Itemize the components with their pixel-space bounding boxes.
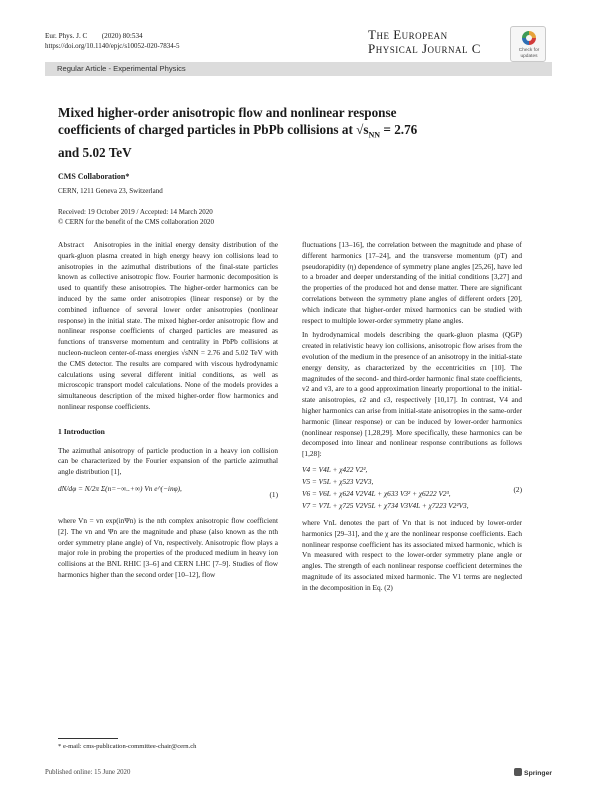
right-column: [302, 240, 522, 598]
footnote-email[interactable]: * e-mail: cms-publication-committee-chair@cern.ch: [58, 743, 197, 750]
article-category-bar: [45, 62, 552, 76]
equation-2-line-1: V4 = V4L + χ422 V2²,: [302, 464, 368, 474]
page-footer: [45, 769, 552, 776]
title-line1: Mixed higher-order anisotropic flow and nonlinear response: [58, 105, 397, 120]
title-line2-text: coefficients of charged particles in PbPb collisions at: [58, 122, 357, 137]
check-for-updates-button[interactable]: [510, 26, 546, 62]
right-paragraph-2: In hydrodynamical models describing the quark-gluon plasma (QGP) created in relativistic heavy ion collisions, anisotropic flow arises from the evolution of the medium in the presence of an anisotropy in the initial-state energy density, as characterized by the eccentricities εn [10]. The magnitudes of the second- and third-order harmonic final state coefficients, v2 and v3, are to a good approximation linearly proportional to the initial-state anisotropies, ε2 and ε3, respectively [10,17]. In contrast, V4 and higher harmonics can arise from initial-state anisotropies in the same-order harmonic (linear response) or can be induced by lower-order harmonics (nonlinear response) [1,28,29]. More specifically, these harmonics can be decomposed into linear and nonlinear response contributions as follows [1,28]:: [302, 330, 522, 459]
check-for-label: Check for: [518, 48, 540, 53]
equation-2-number: (2): [513, 484, 522, 494]
left-column: [58, 240, 278, 585]
title-sub-nn: NN: [368, 130, 381, 140]
title-energy: = 2.76: [380, 122, 418, 137]
right-paragraph-1: fluctuations [13–16], the correlation between the magnitude and phase of different harmonics [17–24], and the transverse momentum (pT) and pseudorapidity (η) dependence of symmetry plane angles [25,26], have led to a broader and deeper understanding of the initial conditions [3,27] and the properties of the produced hot and dense matter. There are significant correlations between the symmetry plane angles of different orders [20], which indicate that higher-order mixed harmonics can be studied with respect to multiple lower-order symmetry plane angles.: [302, 240, 522, 325]
copyright-line: © CERN for the benefit of the CMS collaboration 2020: [58, 218, 214, 226]
journal-header: [45, 24, 552, 64]
abstract-label: Abstract: [58, 240, 85, 249]
springer-horse-icon: [514, 768, 522, 776]
journal-title-line2: Physical Journal C: [368, 41, 481, 56]
footnote-rule: [58, 738, 118, 739]
journal-title: [368, 28, 481, 56]
intro-paragraph-1: The azimuthal anisotropy of particle production in a heavy ion collision can be characterized by the Fourier expansion of the particle azimuthal angle distribution [1],: [58, 445, 278, 477]
journal-citation: [45, 31, 143, 41]
equation-1-number: (1): [269, 489, 278, 499]
equation-1-body: dN/dφ = N/2π Σ(n=−∞..+∞) Vn e^(−inφ),: [58, 483, 182, 493]
journal-year-volume: (2020) 80:534: [101, 32, 143, 40]
journal-short-name: Eur. Phys. J. C: [45, 32, 88, 40]
doi-link[interactable]: https://doi.org/10.1140/epjc/s10052-020-7834-5: [45, 42, 180, 50]
publication-dates: [58, 207, 214, 227]
abstract-text: Anisotropies in the initial energy density distribution of the quark-gluon plasma created in high energy heavy ion collisions lead to anisotropies in the azimuthal distributions of the final-state particles known as collective anisotropic flow. Fourier harmonic decomposition is used to quantify these anisotropies. The higher-order harmonics can be induced by the same order anisotropies (linear response) or by the combined influence of several lower order anisotropies (nonlinear response) in the initial state. The mixed higher-order anisotropic flow and nonlinear response coefficients of charged particles are measured as functions of transverse momentum and centrality in PbPb collisions at nucleon-nucleon center-of-mass energies √sNN = 2.76 and 5.02 TeV with the CMS detector. The results are compared with viscous hydrodynamic calculations using several different initial conditions, as well as microscopic transport model calculations. None of the models provides a simultaneous description of the mixed higher-order flow harmonics and nonlinear response coefficients.: [58, 240, 278, 411]
journal-title-line1: The European: [368, 27, 448, 42]
intro-paragraph-2: where Vn = vn exp(inΨn) is the nth complex anisotropic flow coefficient [2]. The vn and Ψn are the magnitude and phase (also known as the nth order symmetry plane angle) of Vn, respectively. Anisotropic flow plays a major role in probing the properties of the produced medium in heavy ion collisions at the BNL RHIC [3–6] and CERN LHC [7–9]. Studies of flow harmonics higher than the second order [10–12], flow: [58, 515, 278, 579]
equation-2-line-3: V6 = V6L + χ624 V2V4L + χ633 V3² + χ6222 V2³,: [302, 488, 451, 498]
footnote: [58, 738, 278, 750]
crossmark-icon: [522, 31, 536, 45]
title-line2: [58, 121, 498, 144]
equation-2-line-4: V7 = V7L + χ725 V2V5L + χ734 V3V4L + χ7223 V2²V3,: [302, 500, 469, 510]
affiliation: CERN, 1211 Geneva 23, Switzerland: [58, 187, 163, 195]
published-online: Published online: 15 June 2020: [45, 769, 131, 776]
equation-2: [302, 464, 522, 512]
title-sqrt-s: √s: [356, 122, 369, 137]
abstract: [58, 240, 278, 413]
publisher-name: Springer: [524, 770, 552, 777]
equation-1: [58, 484, 278, 510]
updates-label: updates: [520, 54, 538, 59]
equation-2-line-2: V5 = V5L + χ523 V2V3,: [302, 476, 374, 486]
received-accepted: Received: 19 October 2019 / Accepted: 14 March 2020: [58, 208, 213, 216]
title-line3: and 5.02 TeV: [58, 144, 132, 160]
section-heading-introduction: 1 Introduction: [58, 426, 105, 436]
author-list[interactable]: CMS Collaboration*: [58, 172, 130, 181]
article-category: Regular Article - Experimental Physics: [57, 64, 186, 73]
publisher-logo: [514, 768, 552, 777]
article-title: [58, 104, 498, 161]
right-paragraph-3: where VnL denotes the part of Vn that is not induced by lower-order harmonics [29–31], and the χ are the nonlinear response coefficients. Each nonlinear response coefficient has its associated mixed harmonic, which is Vn measured with respect to the lower-order symmetry plane angle or angles. The strength of each nonlinear response coefficient determines the magnitude of its associated mixed harmonic. The V1 terms are neglected in the decomposition in Eq. (2): [302, 517, 522, 592]
